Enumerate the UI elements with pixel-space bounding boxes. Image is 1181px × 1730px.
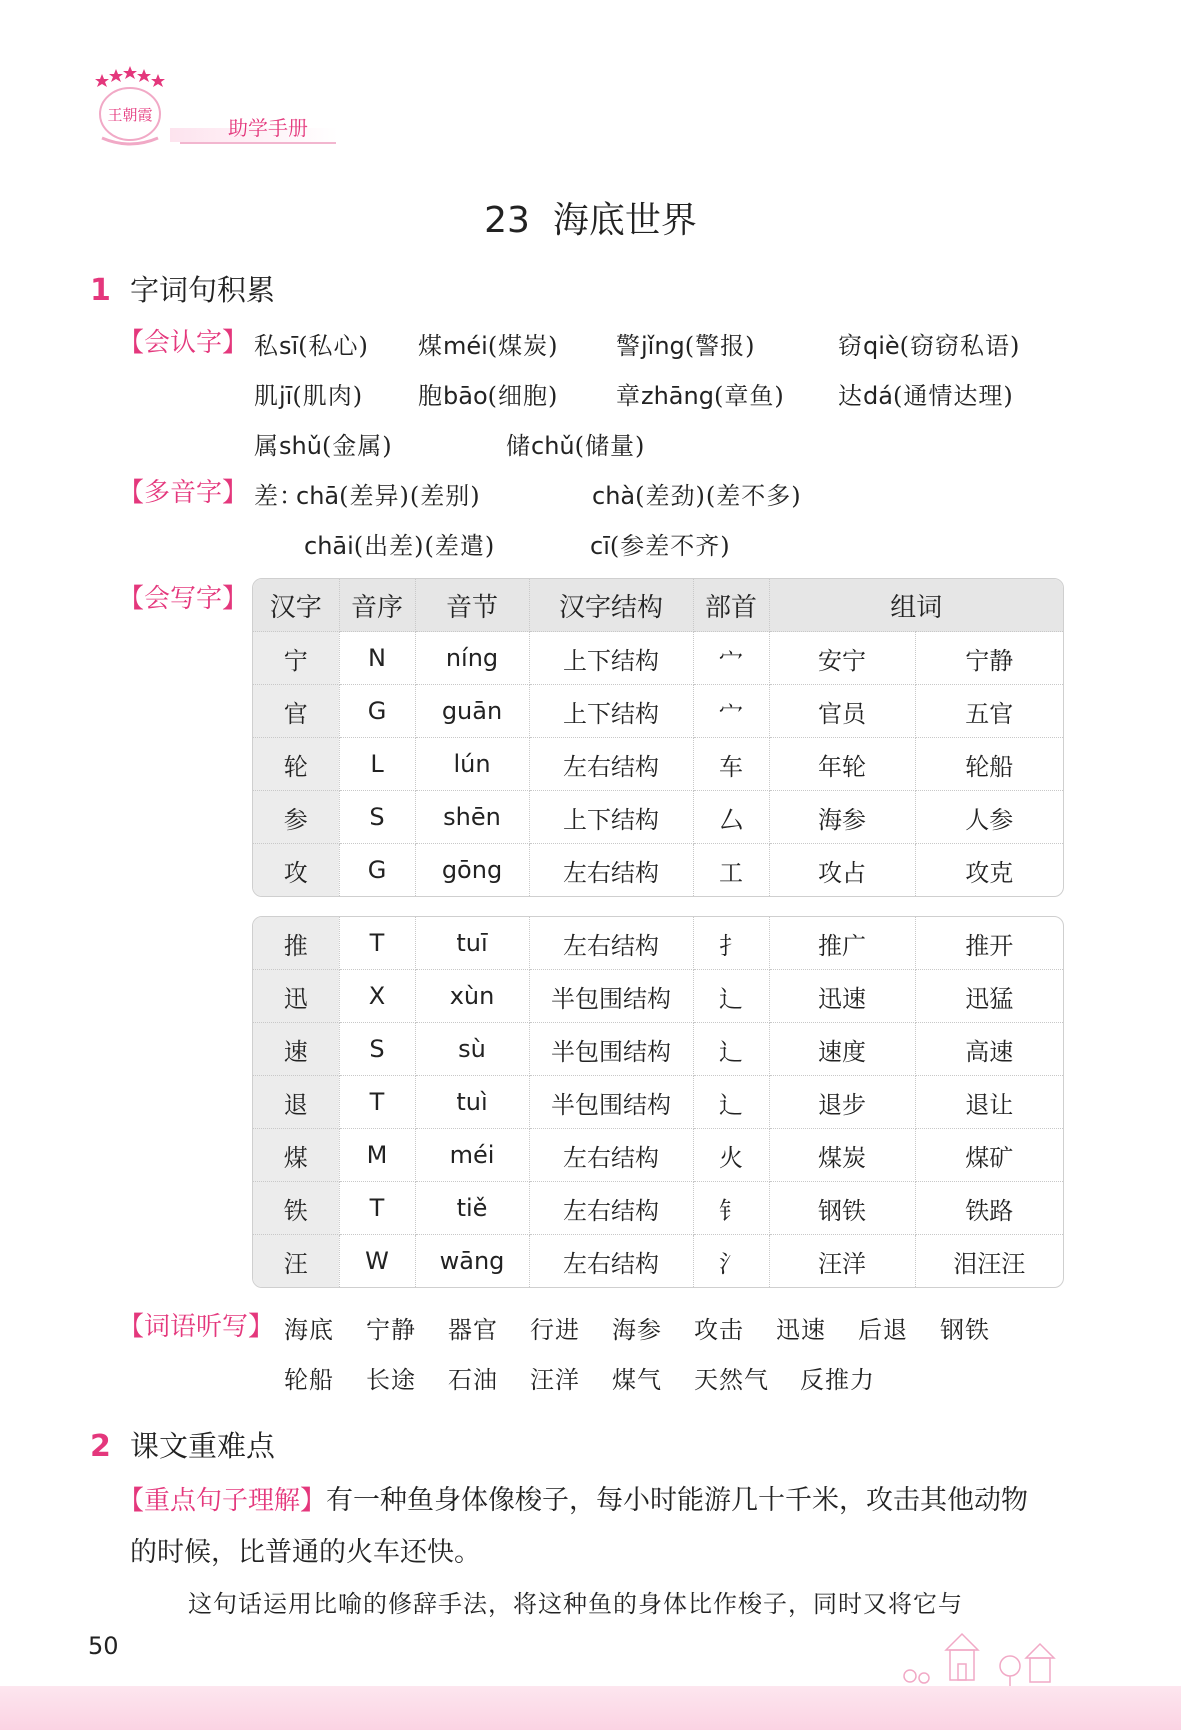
cell-jiegou: 左右结构	[529, 844, 693, 897]
cell-yinjie: shēn	[415, 791, 529, 844]
cell-word-2: 迅猛	[915, 970, 1063, 1023]
polyphone-words: (出差)(差遣)	[353, 532, 496, 560]
recognize-word: (煤炭)	[487, 332, 559, 360]
cell-hanzi: 铁	[253, 1182, 339, 1235]
cell-hanzi: 速	[253, 1023, 339, 1076]
cell-jiegou: 左右结构	[529, 1182, 693, 1235]
cell-bushou: 车	[693, 738, 769, 791]
cell-yinxu: T	[339, 917, 415, 970]
tag-huixiezi: 【会写字】	[118, 584, 249, 614]
recognize-word: (通情达理)	[892, 382, 1014, 410]
recognize-pinyin: bāo	[443, 382, 488, 410]
table-row	[253, 1182, 1063, 1235]
polyphone-words: (差异)(差别)	[339, 482, 481, 510]
cell-word-1: 退步	[769, 1076, 915, 1129]
cell-yinjie: sù	[415, 1023, 529, 1076]
cell-yinjie: tiě	[415, 1182, 529, 1235]
cell-bushou: 辶	[693, 1076, 769, 1129]
polyphone-pinyin: cī	[590, 532, 610, 560]
cell-yinxu: M	[339, 1129, 415, 1182]
section-2-heading	[90, 1424, 275, 1465]
cell-jiegou: 上下结构	[529, 791, 693, 844]
dictation-word: 行进	[530, 1316, 580, 1344]
recognize-word: (肌肉)	[292, 382, 364, 410]
cell-jiegou: 左右结构	[529, 1129, 693, 1182]
dictation-word: 汪洋	[530, 1366, 580, 1394]
cell-hanzi: 煤	[253, 1129, 339, 1182]
cell-bushou: 宀	[693, 685, 769, 738]
table-row	[253, 685, 1063, 738]
tag-duoyinzi: 【多音字】	[118, 478, 249, 508]
cell-word-1: 煤炭	[769, 1129, 915, 1182]
cell-word-2: 高速	[915, 1023, 1063, 1076]
dictation-word: 煤气	[612, 1366, 662, 1394]
dictation-word: 海底	[284, 1316, 334, 1344]
recognize-char: 胞	[418, 382, 443, 410]
cell-bushou: 钅	[693, 1182, 769, 1235]
cell-word-2: 泪汪汪	[953, 1249, 1026, 1278]
cell-bushou: 辶	[693, 1023, 769, 1076]
cell-word-1: 推广	[769, 917, 915, 970]
table-row	[253, 970, 1063, 1023]
key-sentence-text-1: 有一种鱼身体像梭子，每小时能游几十千米，攻击其他动物	[326, 1485, 1029, 1516]
cell-bushou: 扌	[693, 917, 769, 970]
table-row	[253, 1235, 1063, 1288]
key-sentence-text-2: 的时候，比普通的火车还快。	[130, 1537, 481, 1568]
cell-yinxu: G	[339, 685, 415, 738]
recognize-item	[616, 376, 785, 411]
cell-yinjie: níng	[415, 632, 529, 685]
tag-tingxie: 【词语听写】	[118, 1312, 275, 1342]
recognize-item	[838, 326, 1020, 361]
cell-word-1: 迅速	[769, 970, 915, 1023]
header-bushou: 部首	[693, 579, 769, 632]
header-zuci: 组词	[769, 579, 1063, 632]
cell-yinjie: tuī	[415, 917, 529, 970]
cell-hanzi: 官	[253, 685, 339, 738]
cell-hanzi: 宁	[253, 632, 339, 685]
key-sentence-line-1	[118, 1478, 1028, 1517]
recognize-char: 私	[254, 332, 279, 360]
recognize-char: 章	[616, 382, 641, 410]
header-hanzi: 汉字	[253, 579, 339, 632]
recognize-pinyin: dá	[863, 382, 893, 410]
brand-logo	[92, 66, 168, 150]
dictation-word: 轮船	[284, 1366, 334, 1394]
table-row	[253, 1129, 1063, 1182]
dictation-word: 石油	[448, 1366, 498, 1394]
header-jiegou: 汉字结构	[529, 579, 693, 632]
recognize-char: 肌	[254, 382, 279, 410]
recognize-word: (警报)	[684, 332, 756, 360]
section-1-number: 1	[90, 273, 111, 308]
recognize-char: 达	[838, 382, 863, 410]
cell-word-1: 安宁	[769, 632, 915, 685]
cell-yinjie: tuì	[415, 1076, 529, 1129]
cell-bushou: 火	[693, 1129, 769, 1182]
table-row	[253, 632, 1063, 685]
polyphone-item	[304, 526, 495, 561]
recognize-item	[254, 326, 369, 361]
cell-jiegou: 上下结构	[529, 685, 693, 738]
cell-yinjie: xùn	[415, 970, 529, 1023]
table-row	[253, 738, 1063, 791]
recognize-item	[616, 326, 756, 361]
cell-yinxu: S	[339, 1023, 415, 1076]
section-1-title: 字词句积累	[129, 273, 275, 307]
tag-huirenzi: 【会认字】	[118, 328, 249, 358]
cell-yinxu: X	[339, 970, 415, 1023]
cell-word-2: 轮船	[915, 738, 1063, 791]
section-2-number: 2	[90, 1429, 111, 1464]
polyphone-pinyin: chā	[296, 482, 340, 510]
cell-yinxu: W	[339, 1235, 415, 1288]
cell-hanzi: 推	[253, 917, 339, 970]
polyphone-item	[296, 476, 481, 511]
cell-word-1: 攻占	[769, 844, 915, 897]
cell-yinxu: T	[339, 1076, 415, 1129]
polyphone-words: (参差不齐)	[609, 532, 731, 560]
recognize-item	[838, 376, 1014, 411]
cell-hanzi: 退	[253, 1076, 339, 1129]
recognize-word: (章鱼)	[713, 382, 785, 410]
recognize-word: (细胞)	[487, 382, 559, 410]
header-label: 助学手册	[228, 116, 308, 140]
polyphone-words: (差劲)(差不多)	[635, 482, 802, 510]
dictation-word: 迅速	[776, 1316, 826, 1344]
cell-bushou: 宀	[693, 632, 769, 685]
cell-bushou: 氵	[693, 1235, 769, 1288]
recognize-item	[506, 426, 645, 461]
cell-word-1: 官员	[769, 685, 915, 738]
table-row	[253, 1023, 1063, 1076]
cell-word-2: 攻克	[965, 858, 1014, 887]
cell-yinjie: guān	[415, 685, 529, 738]
dictation-word: 长途	[366, 1366, 416, 1394]
polyphone-item	[590, 526, 731, 561]
cell-word-2: 铁路	[915, 1182, 1063, 1235]
cell-yinjie: wāng	[415, 1235, 529, 1288]
cell-word-2: 推开	[915, 917, 1063, 970]
cell-jiegou: 左右结构	[529, 1235, 693, 1288]
recognize-char: 煤	[418, 332, 443, 360]
cell-word-2: 宁静	[915, 632, 1063, 685]
dictation-word: 器官	[448, 1316, 498, 1344]
recognize-char: 窃	[838, 332, 863, 360]
recognize-word: (窃窃私语)	[899, 332, 1021, 360]
cell-word-2: 五官	[915, 685, 1063, 738]
char-table-2	[252, 916, 1064, 1288]
recognize-item	[254, 426, 393, 461]
recognize-pinyin: jǐng	[641, 332, 685, 360]
cell-yinxu: L	[339, 738, 415, 791]
table-header-row	[253, 579, 1063, 632]
header-yinxu: 音序	[339, 579, 415, 632]
polyphone-pinyin: chāi	[304, 532, 354, 560]
cell-bushou: 厶	[693, 791, 769, 844]
cell-hanzi: 攻	[253, 844, 339, 897]
recognize-char: 警	[616, 332, 641, 360]
cell-bushou: 辶	[693, 970, 769, 1023]
cell-jiegou: 左右结构	[529, 917, 693, 970]
dictation-word: 海参	[612, 1316, 662, 1344]
table-row	[253, 917, 1063, 970]
recognize-word: (私心)	[298, 332, 369, 360]
cell-jiegou: 上下结构	[529, 632, 693, 685]
cell-word-2: 人参	[915, 791, 1063, 844]
dictation-word: 反推力	[800, 1366, 875, 1394]
dictation-word: 钢铁	[940, 1316, 990, 1344]
recognize-pinyin: zhāng	[641, 382, 714, 410]
cell-yinjie: gōng	[415, 844, 529, 897]
recognize-pinyin: jī	[279, 382, 293, 410]
dictation-word: 天然气	[694, 1366, 769, 1394]
cell-yinxu: S	[339, 791, 415, 844]
brand-text: 王朝霞	[107, 106, 153, 124]
cell-yinxu: T	[339, 1182, 415, 1235]
polyphone-pinyin: chà	[592, 482, 636, 510]
recognize-pinyin: sī	[279, 332, 299, 360]
header-divider	[180, 142, 336, 144]
cell-hanzi: 参	[253, 791, 339, 844]
cell-yinjie: méi	[415, 1129, 529, 1182]
recognize-item	[418, 326, 559, 361]
cell-yinxu: N	[339, 632, 415, 685]
table-row	[253, 1076, 1063, 1129]
cell-word-1: 海参	[769, 791, 915, 844]
cell-jiegou: 半包围结构	[529, 970, 693, 1023]
cell-word-1: 年轮	[769, 738, 915, 791]
cell-yinjie: lún	[415, 738, 529, 791]
table-row	[253, 844, 1063, 897]
recognize-char: 储	[506, 432, 531, 460]
section-1-heading	[90, 268, 275, 309]
recognize-char: 属	[254, 432, 279, 460]
cell-word-1: 汪洋	[769, 1235, 915, 1288]
dictation-word: 后退	[858, 1316, 908, 1344]
cell-hanzi: 轮	[253, 738, 339, 791]
cell-word-2: 退让	[915, 1076, 1063, 1129]
dictation-word: 宁静	[366, 1316, 416, 1344]
recognize-pinyin: shǔ	[279, 432, 322, 460]
recognize-pinyin: chǔ	[531, 432, 575, 460]
tag-zhongdian: 【重点句子理解】	[118, 1486, 327, 1516]
page-number: 50	[88, 1632, 119, 1660]
polyphone-item	[592, 476, 802, 511]
recognize-word: (储量)	[574, 432, 646, 460]
section-2-title: 课文重难点	[129, 1429, 275, 1463]
duoyin-char: 差：	[254, 482, 304, 510]
recognize-word: (金属)	[321, 432, 393, 460]
cell-bushou: 工	[693, 844, 769, 897]
table-row	[253, 791, 1063, 844]
footer-band	[0, 1686, 1181, 1730]
recognize-item	[418, 376, 558, 411]
header-yinjie: 音节	[415, 579, 529, 632]
recognize-pinyin: méi	[443, 332, 488, 360]
char-table-1	[252, 578, 1064, 897]
recognize-item	[254, 376, 363, 411]
recognize-pinyin: qiè	[863, 332, 900, 360]
analysis-text: 这句话运用比喻的修辞手法，将这种鱼的身体比作梭子，同时又将它与	[188, 1590, 963, 1618]
cell-yinxu: G	[339, 844, 415, 897]
cell-word-1: 速度	[769, 1023, 915, 1076]
cell-jiegou: 半包围结构	[529, 1023, 693, 1076]
cell-hanzi: 汪	[253, 1235, 339, 1288]
cell-jiegou: 左右结构	[529, 738, 693, 791]
house-decoration-icon	[880, 1620, 1080, 1690]
page-title: 23 海底世界	[484, 200, 697, 241]
cell-hanzi: 迅	[253, 970, 339, 1023]
cell-word-1: 钢铁	[769, 1182, 915, 1235]
dictation-word: 攻击	[694, 1316, 744, 1344]
cell-jiegou: 半包围结构	[529, 1076, 693, 1129]
cell-word-2: 煤矿	[915, 1129, 1063, 1182]
